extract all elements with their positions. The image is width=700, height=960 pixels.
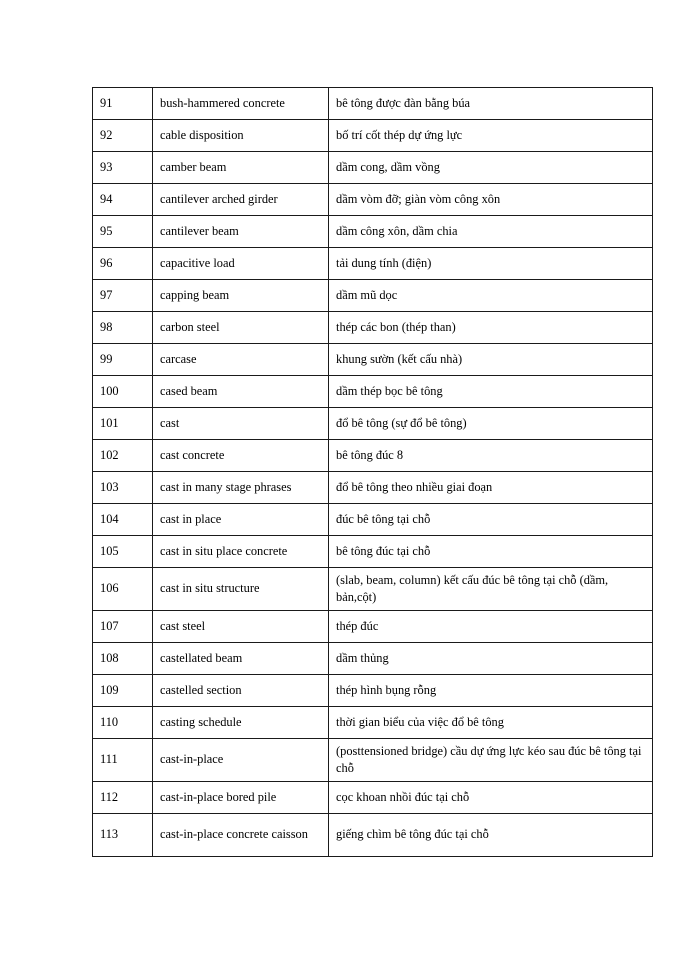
cell-vietnamese-meaning: dầm mũ dọc	[329, 280, 653, 312]
cell-english-term: capping beam	[153, 280, 329, 312]
cell-entry-number: 109	[93, 675, 153, 707]
table-row	[93, 280, 653, 312]
cell-english-term: cast-in-place bored pile	[153, 782, 329, 814]
cell-entry-number: 110	[93, 707, 153, 739]
cell-vietnamese-meaning: thời gian biểu của việc đổ bê tông	[329, 707, 653, 739]
cell-entry-number: 93	[93, 152, 153, 184]
cell-entry-number: 100	[93, 376, 153, 408]
table-row	[93, 568, 653, 611]
cell-english-term: cantilever arched girder	[153, 184, 329, 216]
cell-entry-number: 98	[93, 312, 153, 344]
cell-english-term: cast concrete	[153, 440, 329, 472]
cell-english-term: cable disposition	[153, 120, 329, 152]
cell-vietnamese-meaning: dầm cong, dầm vồng	[329, 152, 653, 184]
cell-entry-number: 108	[93, 643, 153, 675]
cell-entry-number: 104	[93, 504, 153, 536]
cell-entry-number: 96	[93, 248, 153, 280]
table-row	[93, 707, 653, 739]
cell-vietnamese-meaning: dầm công xôn, dầm chia	[329, 216, 653, 248]
glossary-table	[92, 87, 653, 857]
cell-english-term: carbon steel	[153, 312, 329, 344]
cell-english-term: cast	[153, 408, 329, 440]
cell-entry-number: 112	[93, 782, 153, 814]
cell-english-term: cased beam	[153, 376, 329, 408]
table-row	[93, 814, 653, 857]
table-row	[93, 344, 653, 376]
cell-entry-number: 92	[93, 120, 153, 152]
table-row	[93, 440, 653, 472]
cell-english-term: casting schedule	[153, 707, 329, 739]
cell-vietnamese-meaning: tải dung tính (điện)	[329, 248, 653, 280]
table-row	[93, 408, 653, 440]
cell-entry-number: 103	[93, 472, 153, 504]
table-row	[93, 248, 653, 280]
table-row	[93, 120, 653, 152]
cell-english-term: cast steel	[153, 611, 329, 643]
cell-vietnamese-meaning: dầm thép bọc bê tông	[329, 376, 653, 408]
cell-entry-number: 107	[93, 611, 153, 643]
cell-vietnamese-meaning: bê tông đúc 8	[329, 440, 653, 472]
cell-english-term: cast in situ place concrete	[153, 536, 329, 568]
cell-vietnamese-meaning: cọc khoan nhồi đúc tại chỗ	[329, 782, 653, 814]
table-row	[93, 536, 653, 568]
table-row	[93, 675, 653, 707]
cell-entry-number: 102	[93, 440, 153, 472]
cell-vietnamese-meaning: dầm thủng	[329, 643, 653, 675]
cell-entry-number: 106	[93, 568, 153, 611]
cell-entry-number: 113	[93, 814, 153, 857]
table-row	[93, 184, 653, 216]
table-row	[93, 782, 653, 814]
table-row	[93, 643, 653, 675]
cell-vietnamese-meaning: đổ bê tông theo nhiều giai đoạn	[329, 472, 653, 504]
table-row	[93, 88, 653, 120]
cell-english-term: cast-in-place	[153, 739, 329, 782]
cell-english-term: castellated beam	[153, 643, 329, 675]
cell-vietnamese-meaning: đổ bê tông (sự đổ bê tông)	[329, 408, 653, 440]
cell-vietnamese-meaning: (slab, beam, column) kết cấu đúc bê tông tại chỗ (dầm, bản,cột)	[329, 568, 653, 611]
cell-vietnamese-meaning: bê tông được đàn bằng búa	[329, 88, 653, 120]
cell-english-term: cast in many stage phrases	[153, 472, 329, 504]
table-row	[93, 472, 653, 504]
cell-english-term: cast in situ structure	[153, 568, 329, 611]
cell-vietnamese-meaning: thép hình bụng rỗng	[329, 675, 653, 707]
cell-vietnamese-meaning: bê tông đúc tại chỗ	[329, 536, 653, 568]
cell-vietnamese-meaning: thép các bon (thép than)	[329, 312, 653, 344]
table-row	[93, 216, 653, 248]
table-row	[93, 504, 653, 536]
cell-entry-number: 97	[93, 280, 153, 312]
cell-english-term: bush-hammered concrete	[153, 88, 329, 120]
cell-english-term: cast-in-place concrete caisson	[153, 814, 329, 857]
cell-entry-number: 91	[93, 88, 153, 120]
cell-vietnamese-meaning: bố trí cốt thép dự ứng lực	[329, 120, 653, 152]
glossary-table-body	[93, 88, 653, 857]
cell-entry-number: 95	[93, 216, 153, 248]
table-row	[93, 312, 653, 344]
cell-vietnamese-meaning: giếng chìm bê tông đúc tại chỗ	[329, 814, 653, 857]
cell-english-term: cantilever beam	[153, 216, 329, 248]
cell-vietnamese-meaning: (posttensioned bridge) cầu dự ứng lực kéo sau đúc bê tông tại chỗ	[329, 739, 653, 782]
cell-vietnamese-meaning: đúc bê tông tại chỗ	[329, 504, 653, 536]
cell-vietnamese-meaning: thép đúc	[329, 611, 653, 643]
cell-vietnamese-meaning: khung sườn (kết cấu nhà)	[329, 344, 653, 376]
table-row	[93, 152, 653, 184]
cell-english-term: carcase	[153, 344, 329, 376]
cell-entry-number: 101	[93, 408, 153, 440]
cell-vietnamese-meaning: dầm vòm đỡ; giàn vòm công xôn	[329, 184, 653, 216]
cell-english-term: camber beam	[153, 152, 329, 184]
cell-entry-number: 99	[93, 344, 153, 376]
cell-english-term: capacitive load	[153, 248, 329, 280]
cell-english-term: cast in place	[153, 504, 329, 536]
table-row	[93, 376, 653, 408]
table-row	[93, 739, 653, 782]
cell-english-term: castelled section	[153, 675, 329, 707]
cell-entry-number: 105	[93, 536, 153, 568]
table-row	[93, 611, 653, 643]
cell-entry-number: 111	[93, 739, 153, 782]
cell-entry-number: 94	[93, 184, 153, 216]
